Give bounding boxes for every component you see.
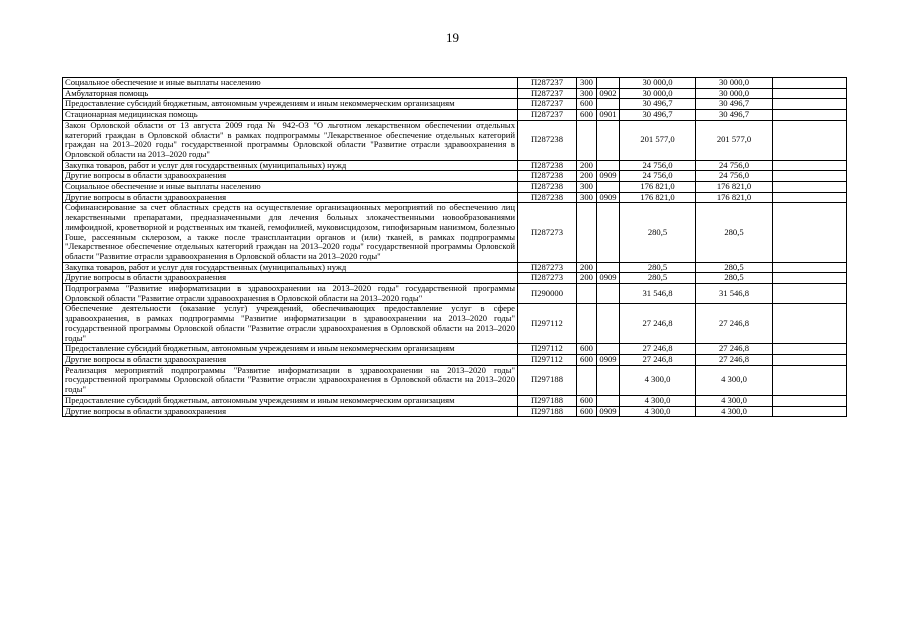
target-code-cell: П287273 <box>518 273 577 284</box>
amount-cell: 27 246,8 <box>620 354 696 365</box>
table-row <box>63 395 847 406</box>
amount-cell: 27 246,8 <box>696 354 773 365</box>
amount-extra-cell <box>773 203 847 262</box>
row-name-cell: Софинансирование за счет областных средств на осуществление организационных мероприятий по обеспечению лиц лекарственными препаратами, предназначенными для лечения больных злокачественными новообразованиями лимфоидной, кроветворной и родственных им тканей, гемофилией, муковисцидозом, гипофизарным нанизмом, болезнью Гоше, рассеянным склерозом, а также после трансплантации органов и (или) тканей, в рамках подпрограммы "Лекарственное обеспечение отдельных категорий граждан на 2013–2020 годы" государственной программы Орловской области "Развитие отрасли здравоохранения в Орловской области на 2013–2020 годы" <box>63 203 518 262</box>
amount-extra-cell <box>773 273 847 284</box>
amount-extra-cell <box>773 395 847 406</box>
row-name-cell: Предоставление субсидий бюджетным, автономным учреждениям и иным некоммерческим организациям <box>63 344 518 355</box>
section-code-cell: 0909 <box>597 354 620 365</box>
row-name-cell: Предоставление субсидий бюджетным, автономным учреждениям и иным некоммерческим организациям <box>63 99 518 110</box>
target-code-cell: П287237 <box>518 99 577 110</box>
amount-extra-cell <box>773 344 847 355</box>
section-code-cell: 0901 <box>597 110 620 121</box>
amount-extra-cell <box>773 88 847 99</box>
table-row <box>63 182 847 193</box>
amount-extra-cell <box>773 78 847 89</box>
target-code-cell: П297188 <box>518 395 577 406</box>
amount-cell: 30 496,7 <box>696 99 773 110</box>
amount-cell: 176 821,0 <box>620 182 696 193</box>
table-row <box>63 78 847 89</box>
row-name-cell: Социальное обеспечение и иные выплаты населению <box>63 182 518 193</box>
target-code-cell: П297112 <box>518 304 577 344</box>
amount-cell: 280,5 <box>696 262 773 273</box>
row-name-cell: Подпрограмма "Развитие информатизации в здравоохранении на 2013–2020 годы" государственной программы Орловской области "Развитие отрасли здравоохранения в Орловской области на 2013–2020 годы" <box>63 284 518 304</box>
expense-type-cell: 200 <box>577 160 597 171</box>
table-row <box>63 284 847 304</box>
table-row <box>63 262 847 273</box>
row-name-cell: Закон Орловской области от 13 августа 2009 года № 942-ОЗ "О льготном лекарственном обеспечении отдельных категорий граждан в Орловской области" в рамках подпрограммы "Лекарственное обеспечение отдельных категорий граждан на 2013–2020 годы" государственной программы Орловской области "Развитие отрасли здравоохранения в Орловской области на 2013–2020 годы" <box>63 120 518 160</box>
target-code-cell: П297112 <box>518 344 577 355</box>
expense-type-cell: 300 <box>577 182 597 193</box>
expense-type-cell <box>577 284 597 304</box>
expense-type-cell: 200 <box>577 273 597 284</box>
amount-cell: 27 246,8 <box>620 344 696 355</box>
amount-cell: 176 821,0 <box>620 192 696 203</box>
table-row <box>63 160 847 171</box>
section-code-cell <box>597 262 620 273</box>
amount-cell: 24 756,0 <box>696 160 773 171</box>
amount-cell: 27 246,8 <box>696 304 773 344</box>
amount-cell: 27 246,8 <box>696 344 773 355</box>
table-row <box>63 203 847 262</box>
section-code-cell: 0909 <box>597 406 620 417</box>
amount-cell: 280,5 <box>620 203 696 262</box>
amount-cell: 24 756,0 <box>696 171 773 182</box>
table-row <box>63 344 847 355</box>
amount-cell: 24 756,0 <box>620 171 696 182</box>
amount-cell: 30 000,0 <box>620 88 696 99</box>
expense-type-cell: 300 <box>577 88 597 99</box>
expense-type-cell: 600 <box>577 354 597 365</box>
expense-type-cell: 600 <box>577 99 597 110</box>
target-code-cell: П287273 <box>518 203 577 262</box>
target-code-cell: П297188 <box>518 365 577 395</box>
target-code-cell: П287238 <box>518 171 577 182</box>
amount-cell: 4 300,0 <box>696 395 773 406</box>
table-row <box>63 354 847 365</box>
target-code-cell: П297112 <box>518 354 577 365</box>
section-code-cell: 0909 <box>597 171 620 182</box>
table-row <box>63 406 847 417</box>
amount-cell: 27 246,8 <box>620 304 696 344</box>
row-name-cell: Амбулаторная помощь <box>63 88 518 99</box>
table-row <box>63 304 847 344</box>
amount-cell: 30 496,7 <box>620 110 696 121</box>
section-code-cell <box>597 344 620 355</box>
amount-extra-cell <box>773 160 847 171</box>
expense-type-cell: 600 <box>577 406 597 417</box>
row-name-cell: Другие вопросы в области здравоохранения <box>63 273 518 284</box>
row-name-cell: Другие вопросы в области здравоохранения <box>63 192 518 203</box>
amount-cell: 280,5 <box>620 273 696 284</box>
page-number: 19 <box>446 30 459 45</box>
target-code-cell: П287237 <box>518 88 577 99</box>
target-code-cell: П287238 <box>518 120 577 160</box>
expense-type-cell: 600 <box>577 110 597 121</box>
amount-cell: 4 300,0 <box>696 365 773 395</box>
row-name-cell: Предоставление субсидий бюджетным, автономным учреждениям и иным некоммерческим организациям <box>63 395 518 406</box>
amount-cell: 4 300,0 <box>620 395 696 406</box>
section-code-cell: 0909 <box>597 273 620 284</box>
amount-cell: 280,5 <box>696 273 773 284</box>
row-name-cell: Другие вопросы в области здравоохранения <box>63 354 518 365</box>
table-row <box>63 273 847 284</box>
section-code-cell <box>597 203 620 262</box>
expense-type-cell: 200 <box>577 262 597 273</box>
amount-cell: 4 300,0 <box>620 406 696 417</box>
target-code-cell: П290000 <box>518 284 577 304</box>
row-name-cell: Другие вопросы в области здравоохранения <box>63 171 518 182</box>
amount-extra-cell <box>773 354 847 365</box>
row-name-cell: Реализация мероприятий подпрограммы "Развитие информатизации в здравоохранении на 2013–2020 годы" государственной программы Орловской области "Развитие отрасли здравоохранения в Орловской области на 2013–2020 годы" <box>63 365 518 395</box>
section-code-cell: 0909 <box>597 192 620 203</box>
amount-cell: 24 756,0 <box>620 160 696 171</box>
table-row <box>63 120 847 160</box>
row-name-cell: Обеспечение деятельности (оказание услуг) учреждений, обеспечивающих предоставление услуг в сфере здравоохранения, в рамках подпрограммы "Развитие информатизации в здравоохранении на 2013–2020 годы" государственной программы Орловской области "Развитие отрасли здравоохранения в Орловской области на 2013–2020 годы" <box>63 304 518 344</box>
amount-cell: 280,5 <box>620 262 696 273</box>
amount-cell: 176 821,0 <box>696 192 773 203</box>
expense-type-cell: 600 <box>577 395 597 406</box>
expense-type-cell: 300 <box>577 192 597 203</box>
row-name-cell: Закупка товаров, работ и услуг для государственных (муниципальных) нужд <box>63 160 518 171</box>
amount-cell: 30 000,0 <box>696 78 773 89</box>
budget-table-body <box>63 78 847 417</box>
target-code-cell: П287238 <box>518 182 577 193</box>
amount-extra-cell <box>773 99 847 110</box>
row-name-cell: Другие вопросы в области здравоохранения <box>63 406 518 417</box>
target-code-cell: П297188 <box>518 406 577 417</box>
target-code-cell: П287238 <box>518 192 577 203</box>
amount-cell: 30 496,7 <box>620 99 696 110</box>
table-row <box>63 192 847 203</box>
expense-type-cell: 200 <box>577 171 597 182</box>
table-row <box>63 110 847 121</box>
expense-type-cell <box>577 120 597 160</box>
target-code-cell: П287273 <box>518 262 577 273</box>
amount-extra-cell <box>773 284 847 304</box>
section-code-cell: 0902 <box>597 88 620 99</box>
amount-extra-cell <box>773 192 847 203</box>
row-name-cell: Социальное обеспечение и иные выплаты населению <box>63 78 518 89</box>
budget-table <box>62 77 847 417</box>
target-code-cell: П287237 <box>518 110 577 121</box>
amount-cell: 201 577,0 <box>696 120 773 160</box>
section-code-cell <box>597 99 620 110</box>
amount-cell: 4 300,0 <box>620 365 696 395</box>
amount-extra-cell <box>773 262 847 273</box>
table-row <box>63 88 847 99</box>
expense-type-cell: 600 <box>577 344 597 355</box>
amount-cell: 176 821,0 <box>696 182 773 193</box>
section-code-cell <box>597 182 620 193</box>
amount-extra-cell <box>773 110 847 121</box>
section-code-cell <box>597 284 620 304</box>
expense-type-cell <box>577 304 597 344</box>
section-code-cell <box>597 160 620 171</box>
amount-extra-cell <box>773 406 847 417</box>
amount-extra-cell <box>773 365 847 395</box>
amount-cell: 30 496,7 <box>696 110 773 121</box>
amount-cell: 201 577,0 <box>620 120 696 160</box>
amount-cell: 30 000,0 <box>620 78 696 89</box>
amount-cell: 4 300,0 <box>696 406 773 417</box>
expense-type-cell: 300 <box>577 78 597 89</box>
amount-extra-cell <box>773 120 847 160</box>
target-code-cell: П287238 <box>518 160 577 171</box>
amount-extra-cell <box>773 182 847 193</box>
table-row <box>63 171 847 182</box>
row-name-cell: Стационарная медицинская помощь <box>63 110 518 121</box>
section-code-cell <box>597 304 620 344</box>
section-code-cell <box>597 365 620 395</box>
amount-cell: 31 546,8 <box>696 284 773 304</box>
row-name-cell: Закупка товаров, работ и услуг для государственных (муниципальных) нужд <box>63 262 518 273</box>
amount-extra-cell <box>773 171 847 182</box>
amount-cell: 280,5 <box>696 203 773 262</box>
target-code-cell: П287237 <box>518 78 577 89</box>
amount-cell: 31 546,8 <box>620 284 696 304</box>
amount-cell: 30 000,0 <box>696 88 773 99</box>
expense-type-cell <box>577 203 597 262</box>
section-code-cell <box>597 78 620 89</box>
section-code-cell <box>597 395 620 406</box>
amount-extra-cell <box>773 304 847 344</box>
section-code-cell <box>597 120 620 160</box>
table-row <box>63 365 847 395</box>
table-row <box>63 99 847 110</box>
expense-type-cell <box>577 365 597 395</box>
